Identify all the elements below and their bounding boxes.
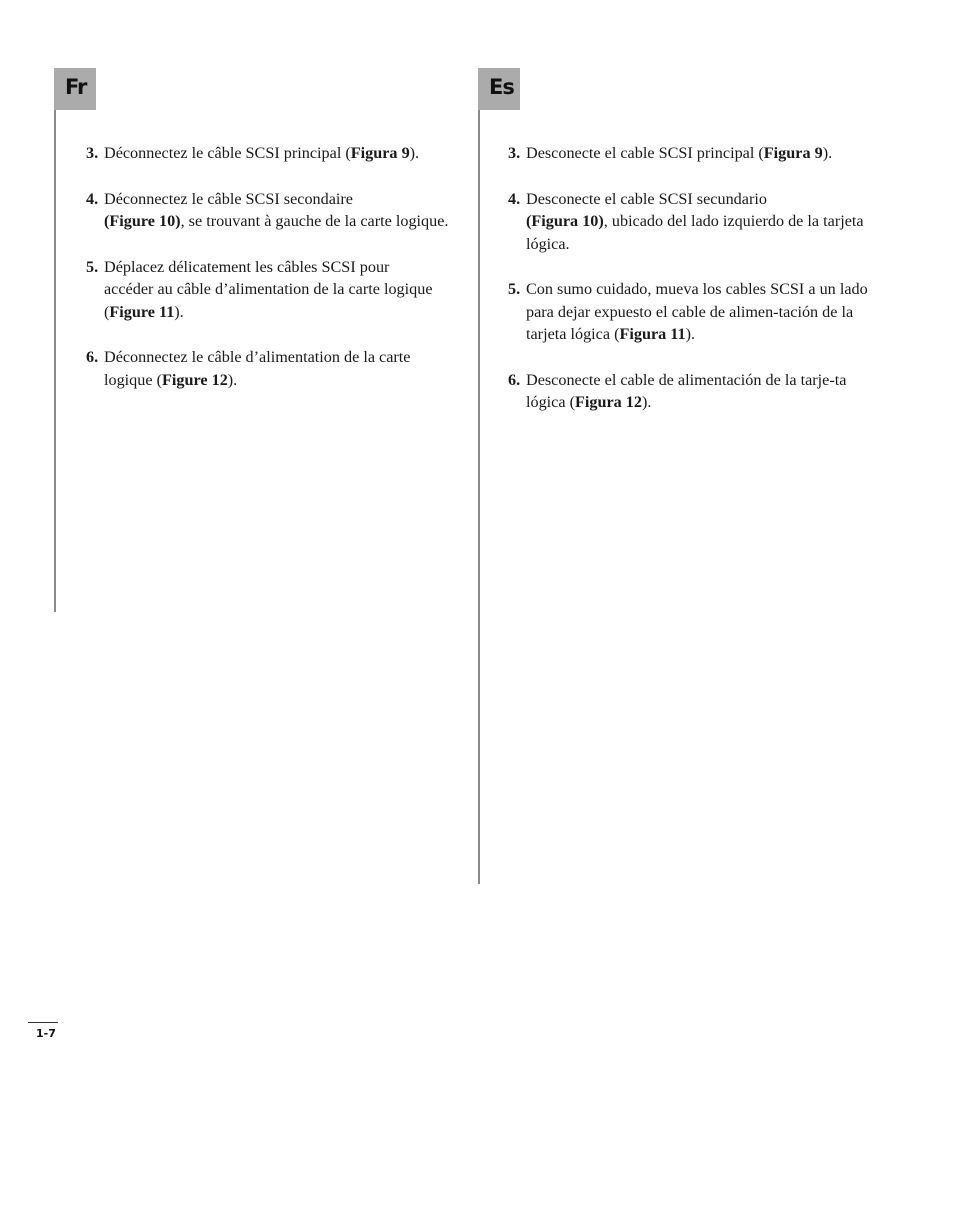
spanish-step-4 <box>508 188 868 256</box>
french-step-6 <box>86 346 456 391</box>
spanish-column-rule <box>478 110 480 884</box>
step-number: 6. <box>508 370 521 389</box>
step-number: 4. <box>86 189 99 208</box>
language-tab-french: Fr <box>54 68 96 110</box>
page-number: 1-7 <box>28 1022 58 1040</box>
french-step-5 <box>86 256 456 324</box>
figure-reference: Figure 11 <box>109 302 175 321</box>
figure-reference: Figura 11 <box>619 325 686 343</box>
step-text: Déconnectez le câble SCSI principal (Figura 9). <box>104 144 420 162</box>
spanish-step-3 <box>508 142 868 165</box>
step-number: 5. <box>86 257 99 276</box>
french-column-rule <box>54 110 56 612</box>
step-text: Desconecte el cable de alimentación de la tarje-ta lógica (Figura 12). <box>526 370 847 411</box>
spanish-step-5 <box>508 278 868 346</box>
step-number: 3. <box>508 144 521 162</box>
step-text: Déplacez délicatement les câbles SCSI pour accéder au câble d’alimentation de la carte logique (Figure 11). <box>104 257 433 321</box>
step-number: 4. <box>508 189 521 208</box>
spanish-step-6 <box>508 369 868 414</box>
spanish-instructions <box>508 142 868 437</box>
language-tab-spanish: Es <box>478 68 520 110</box>
french-step-3 <box>86 142 456 165</box>
french-instructions <box>86 142 456 414</box>
step-text: Con sumo cuidado, mueva los cables SCSI a un lado para dejar expuesto el cable de alimen-tación de la tarjeta lógica (Figura 11). <box>526 280 868 343</box>
step-number: 5. <box>508 280 521 298</box>
figure-reference: (Figure 10) <box>104 212 181 230</box>
step-text: Desconecte el cable SCSI principal (Figura 9). <box>526 144 833 162</box>
figure-reference: (Figura 10) <box>526 212 604 230</box>
step-text: Déconnectez le câble d’alimentation de la carte logique (Figure 12). <box>104 348 411 389</box>
figure-reference: Figura 12 <box>575 393 642 411</box>
french-step-4 <box>86 188 456 233</box>
figure-reference: Figura 9 <box>350 144 410 162</box>
step-number: 3. <box>86 144 99 162</box>
figure-reference: Figure 12 <box>162 370 228 389</box>
figure-reference: Figura 9 <box>763 144 823 162</box>
step-number: 6. <box>86 348 99 366</box>
step-text: Déconnectez le câble SCSI secondaire (Figure 10), se trouvant à gauche de la carte logique. <box>104 189 449 230</box>
step-text: Desconecte el cable SCSI secundario (Figura 10), ubicado del lado izquierdo de la tarjeta lógica. <box>526 189 864 253</box>
